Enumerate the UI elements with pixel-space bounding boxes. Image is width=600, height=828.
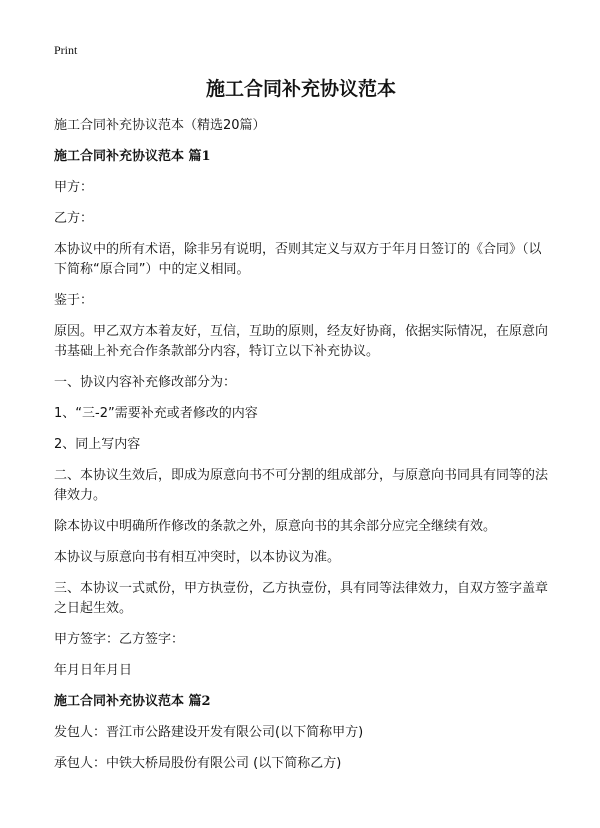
paragraph: 乙方：	[54, 211, 94, 226]
paragraph: 鉴于：	[54, 293, 94, 308]
paragraph: 原因。甲乙双方本着友好，互信，互助的原则，经友好协商，依据实际情况，在原意向书基础上补充合作条款部分内容，特订立以下补充协议。	[54, 324, 549, 359]
document-subtitle: 施工合同补充协议范本（精选20篇）	[54, 118, 266, 133]
paragraph: 发包人：晋江市公路建设开发有限公司(以下简称甲方)	[54, 725, 364, 740]
paragraph: 甲方签字：乙方签字：	[54, 632, 185, 647]
print-label: Print	[54, 43, 78, 57]
document-title: 施工合同补充协议范本	[205, 78, 396, 100]
paragraph: 甲方：	[54, 180, 94, 195]
section-heading: 施工合同补充协议范本 篇1	[54, 149, 211, 164]
paragraph: 承包人：中铁大桥局股份有限公司 (以下简称乙方)	[54, 756, 342, 771]
paragraph: 本协议中的所有术语，除非另有说明，否则其定义与双方于年月日签订的《合同》（以下简称“原合同”）中的定义相同。	[54, 242, 542, 277]
paragraph: 二、本协议生效后，即成为原意向书不可分割的组成部分，与原意向书同具有同等的法律效力。	[54, 468, 549, 503]
paragraph: 1、“三-2”需要补充或者修改的内容	[54, 406, 258, 421]
section-2	[54, 692, 548, 774]
paragraph: 除本协议中明确所作修改的条款之外，原意向书的其余部分应完全继续有效。	[54, 519, 497, 534]
paragraph: 三、本协议一式贰份，甲方执壹份，乙方执壹份，具有同等法律效力，自双方签字盖章之日起生效。	[54, 581, 549, 616]
section-heading: 施工合同补充协议范本 篇2	[54, 694, 211, 709]
paragraph: 本协议与原意向书有相互冲突时，以本协议为准。	[54, 550, 341, 565]
paragraph: 一、协议内容补充修改部分为：	[54, 375, 237, 390]
paragraph: 2、同上写内容	[54, 437, 141, 452]
paragraph: 年月日年月日	[54, 663, 133, 678]
section-1	[54, 147, 548, 681]
